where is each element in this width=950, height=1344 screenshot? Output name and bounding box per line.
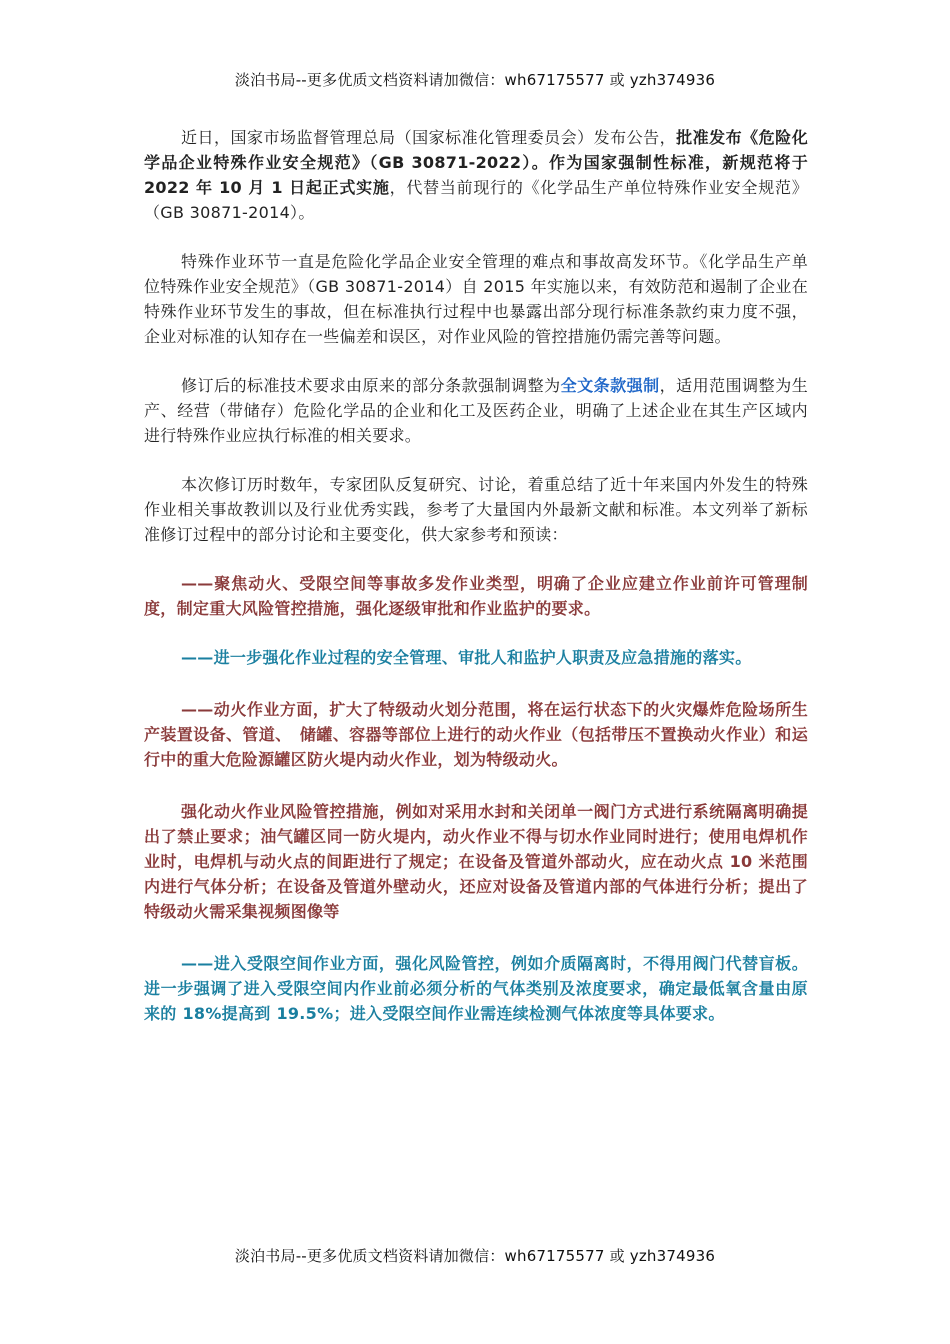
point-hot-work-controls: 强化动火作业风险管控措施，例如对采用水封和关闭单一阀门方式进行系统隔离明确提出了禁止要求；油气罐区同一防火堤内，动火作业不得与切水作业同时进行；使用电焊机作业时，电焊机与动火点的间距进行了规定；在设备及管道外部动火，应在动火点 10 米范围内进行气体分析；在设备及管道外壁动火，还应对设备及管道内部的气体进行分析；提出了特级动火需采集视频图像等 — [144, 802, 808, 921]
paragraph-announcement — [144, 125, 808, 225]
revision-lead: 修订后的标准技术要求由原来的部分条款强制调整为 — [181, 376, 561, 395]
paragraph-revision — [144, 373, 808, 448]
article-body — [144, 125, 808, 1050]
point-process-safety: ——进一步强化作业过程的安全管理、审批人和监护人职责及应急措施的落实。 — [181, 648, 752, 667]
point-focus-types: ——聚焦动火、受限空间等事故多发作业类型，明确了企业应建立作业前许可管理制度，制定重大风险管控措施，强化逐级审批和作业监护的要求。 — [144, 574, 808, 618]
point-hot-work: ——动火作业方面，扩大了特级动火划分范围，将在运行状态下的火灾爆炸危险场所生产装置设备、管道、 储罐、容器等部位上进行的动火作业（包括带压不置换动火作业）和运行中的重大危险源罐区防火堤内动火作业，划为特级动火。 — [144, 700, 808, 769]
paragraph-background: 特殊作业环节一直是危险化学品企业安全管理的难点和事故高发环节。《化学品生产单位特殊作业安全规范》（GB 30871-2014）自 2015 年实施以来，有效防范和遏制了企业在特殊作业环节发生的事故，但在标准执行过程中也暴露出部分现行标准条款约束力度不强，企业对标准的认知存在一些偏差和误区，对作业风险的管控措施仍需完善等问题。 — [144, 252, 808, 346]
page-footer-watermark: 淡泊书局--更多优质文档资料请加微信：wh67175577 或 yzh374936 — [234, 1247, 716, 1265]
announcement-bold: 批准发布《危险化学品企业特殊作业安全规范》（GB 30871-2022）。作为国家强制性标准，新规范将于 2022 年 10 月 1 日起正式实施 — [144, 128, 808, 197]
page-header-watermark: 淡泊书局--更多优质文档资料请加微信：wh67175577 或 yzh374936 — [234, 71, 716, 89]
revision-tail: ，适用范围调整为生产、经营（带储存）危险化学品的企业和化工及医药企业，明确了上述企业在其生产区域内进行特殊作业应执行标准的相关要求。 — [144, 376, 808, 445]
announcement-tail: ，代替当前现行的《化学品生产单位特殊作业安全规范》（GB 30871-2014）。 — [144, 178, 808, 222]
announcement-lead: 近日，国家市场监督管理总局（国家标准化管理委员会）发布公告， — [181, 128, 677, 147]
full-mandatory-link[interactable]: 全文条款强制 — [560, 376, 660, 395]
point-confined-space: ——进入受限空间作业方面，强化风险管控，例如介质隔离时，不得用阀门代替盲板。进一步强调了进入受限空间内作业前必须分析的气体类别及浓度要求，确定最低氧含量由原来的 18%提高到 19.5%；进入受限空间作业需连续检测气体浓度等具体要求。 — [144, 954, 808, 1023]
paragraph-process: 本次修订历时数年，专家团队反复研究、讨论，着重总结了近十年来国内外发生的特殊作业相关事故教训以及行业优秀实践，参考了大量国内外最新文献和标准。本文列举了新标准修订过程中的部分讨论和主要变化，供大家参考和预读： — [144, 475, 808, 544]
